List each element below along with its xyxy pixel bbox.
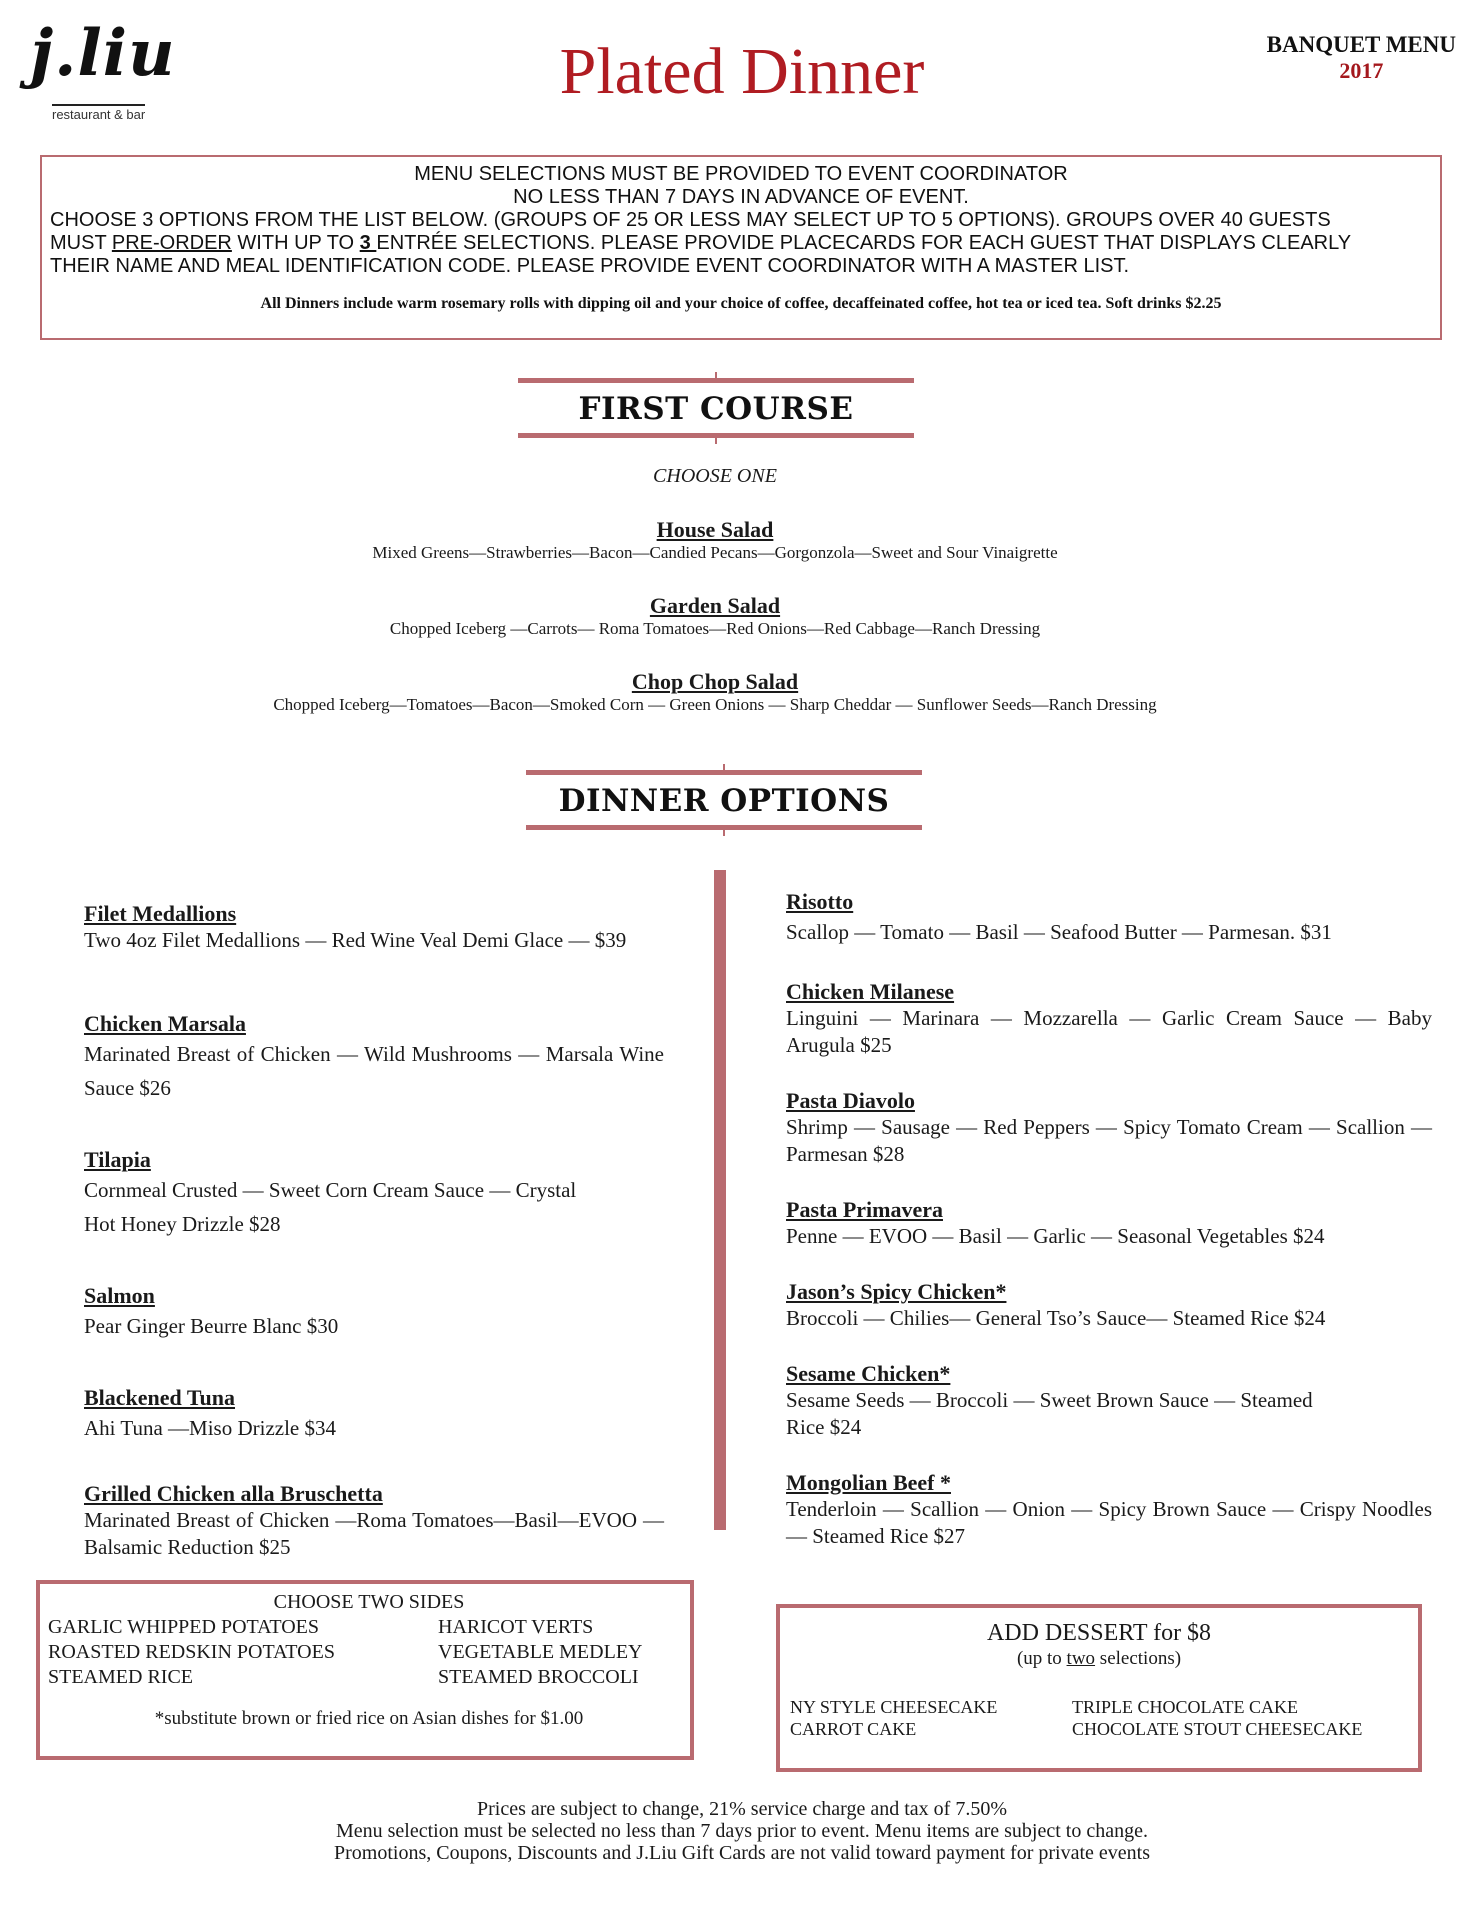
dish-item: [786, 979, 1432, 1059]
dish-desc: Two 4oz Filet Medallions — Red Wine Veal Demi Glace — $39: [84, 928, 627, 952]
dish-name: Blackened Tuna: [84, 1385, 236, 1410]
dish-item: [84, 1283, 664, 1343]
dish-item: [786, 1088, 1432, 1168]
dish-desc: Tenderloin — Scallion — Onion — Spicy Brown Sauce — Crispy Noodles — Steamed Rice $27: [786, 1497, 1432, 1548]
dish-desc: Penne — EVOO — Basil — Garlic — Seasonal Vegetables $24: [786, 1224, 1325, 1248]
footer-line: Prices are subject to change, 21% service charge and tax of 7.50%: [477, 1798, 1007, 1820]
footer-line: Menu selection must be selected no less than 7 days prior to event. Menu items are subject to change.: [335, 1820, 1148, 1842]
banquet-label: [1267, 32, 1456, 84]
dish-item: [786, 889, 1432, 949]
dish-name: Chicken Marsala: [84, 1011, 246, 1036]
dish-item: [84, 1385, 664, 1445]
notice-line-5: THEIR NAME AND MEAL IDENTIFICATION CODE. PLEASE PROVIDE EVENT COORDINATOR WITH A MASTER LIST.: [50, 255, 1130, 277]
salad-name: Garden Salad: [649, 593, 781, 618]
side-item: GARLIC WHIPPED POTATOES: [48, 1616, 320, 1638]
dish-desc: Broccoli — Chilies— General Tso’s Sauce— Steamed Rice $24: [786, 1306, 1326, 1330]
dish-desc: Linguini — Marinara — Mozzarella — Garlic Cream Sauce — Baby Arugula $25: [786, 1006, 1432, 1057]
page-title: Plated Dinner: [559, 35, 925, 108]
dish-name: Salmon: [84, 1283, 155, 1308]
dessert-box: [776, 1604, 1422, 1772]
dessert-heading: ADD DESSERT for $8: [986, 1620, 1212, 1646]
dish-name: Pasta Diavolo: [786, 1088, 915, 1113]
dish-desc: Pear Ginger Beurre Blanc $30: [84, 1314, 339, 1338]
dish-item: [84, 1011, 664, 1105]
notice-line-3: CHOOSE 3 OPTIONS FROM THE LIST BELOW. (GROUPS OF 25 OR LESS MAY SELECT UP TO 5 OPTIONS). GROUPS OVER 40 GUESTS: [50, 209, 1331, 231]
dish-item: [786, 1279, 1432, 1332]
sides-substitution-note: *substitute brown or fried rice on Asian dishes for $1.00: [154, 1708, 584, 1729]
logo-subtitle: restaurant & bar: [52, 104, 145, 122]
dish-desc: Sesame Seeds — Broccoli — Sweet Brown Sauce — Steamed Rice $24: [786, 1388, 1313, 1439]
side-item: VEGETABLE MEDLEY: [438, 1641, 643, 1663]
notice-line-4: MUST PRE-ORDER WITH UP TO 3 ENTRÉE SELECTIONS. PLEASE PROVIDE PLACECARDS FOR EACH GUEST THAT DISPLAYS CLEARLY: [50, 232, 1352, 254]
salad-item: [0, 517, 1430, 563]
dessert-item: CHOCOLATE STOUT CHEESECAKE: [1072, 1719, 1363, 1739]
dish-name: Chicken Milanese: [786, 979, 955, 1004]
preorder-emphasis: PRE-ORDER: [111, 232, 232, 254]
dinner-options-heading: DINNER OPTIONS: [558, 783, 890, 819]
logo-mark: j.liu: [30, 16, 176, 91]
dish-name: Sesame Chicken*: [786, 1361, 951, 1386]
dish-item: [786, 1470, 1432, 1550]
dish-item: [786, 1197, 1432, 1250]
salad-desc: Mixed Greens—Strawberries—Bacon—Candied Pecans—Gorgonzola—Sweet and Sour Vinaigrette: [372, 543, 1058, 562]
dish-name: Mongolian Beef *: [786, 1470, 951, 1495]
dessert-item: TRIPLE CHOCOLATE CAKE: [1072, 1697, 1298, 1717]
dish-name: Grilled Chicken alla Bruschetta: [84, 1481, 383, 1506]
dish-name: Risotto: [786, 889, 854, 914]
dinner-includes: All Dinners include warm rosemary rolls with dipping oil and your choice of coffee, decaffeinated coffee, hot tea or iced tea. Soft drinks $2.25: [260, 295, 1222, 312]
dish-name: Jason’s Spicy Chicken*: [786, 1279, 1007, 1304]
side-item: HARICOT VERTS: [438, 1616, 594, 1638]
dish-desc: Shrimp — Sausage — Red Peppers — Spicy Tomato Cream — Scallion — Parmesan $28: [786, 1115, 1432, 1166]
dish-name: Tilapia: [84, 1147, 151, 1172]
notice-line-2: NO LESS THAN 7 DAYS IN ADVANCE OF EVENT.: [513, 186, 969, 208]
dish-item: [786, 1361, 1346, 1441]
dish-name: Pasta Primavera: [786, 1197, 943, 1222]
notice-line-1: MENU SELECTIONS MUST BE PROVIDED TO EVENT COORDINATOR: [414, 163, 1068, 185]
dish-item: [84, 1481, 664, 1561]
salad-item: [0, 593, 1430, 639]
dish-name: Filet Medallions: [84, 901, 237, 926]
side-item: STEAMED BROCCOLI: [438, 1666, 639, 1688]
first-course-heading: FIRST COURSE: [578, 391, 854, 427]
salad-desc: Chopped Iceberg—Tomatoes—Bacon—Smoked Corn — Green Onions — Sharp Cheddar — Sunflower Seeds—Ranch Dressing: [273, 695, 1157, 714]
salad-desc: Chopped Iceberg —Carrots— Roma Tomatoes—Red Onions—Red Cabbage—Ranch Dressing: [389, 619, 1041, 638]
dish-desc: Marinated Breast of Chicken —Roma Tomatoes—Basil—EVOO —Balsamic Reduction $25: [84, 1508, 664, 1559]
banquet-year: 2017: [1339, 58, 1384, 83]
dish-item: [84, 1147, 594, 1241]
three-emphasis: 3: [359, 232, 377, 254]
side-item: STEAMED RICE: [48, 1666, 193, 1688]
dessert-subheading: (up to two selections): [1016, 1648, 1182, 1669]
ordering-notice: [40, 155, 1442, 340]
banquet-menu-text: BANQUET MENU: [1266, 32, 1456, 57]
dessert-item: NY STYLE CHEESECAKE: [790, 1697, 998, 1717]
side-item: ROASTED REDSKIN POTATOES: [48, 1641, 335, 1663]
sides-box: [36, 1580, 694, 1760]
dish-desc: Cornmeal Crusted — Sweet Corn Cream Sauce — Crystal Hot Honey Drizzle $28: [84, 1178, 577, 1236]
first-course-banner: [518, 378, 914, 438]
dinner-options-banner: [526, 770, 922, 830]
dessert-item: CARROT CAKE: [790, 1719, 917, 1739]
sides-heading: CHOOSE TWO SIDES: [273, 1591, 465, 1613]
dish-desc: Marinated Breast of Chicken — Wild Mushrooms — Marsala Wine Sauce $26: [84, 1042, 664, 1100]
column-divider: [714, 870, 726, 1530]
dish-item: [84, 901, 664, 954]
choose-one-label: CHOOSE ONE: [653, 465, 777, 487]
dish-desc: Scallop — Tomato — Basil — Seafood Butter — Parmesan. $31: [786, 920, 1332, 944]
footer-disclaimer: [0, 1798, 1484, 1864]
dish-desc: Ahi Tuna —Miso Drizzle $34: [84, 1416, 336, 1440]
salad-name: House Salad: [656, 517, 774, 542]
salad-item: [0, 669, 1430, 715]
salad-name: Chop Chop Salad: [631, 669, 799, 694]
footer-line: Promotions, Coupons, Discounts and J.Liu Gift Cards are not valid toward payment for private events: [334, 1842, 1150, 1864]
